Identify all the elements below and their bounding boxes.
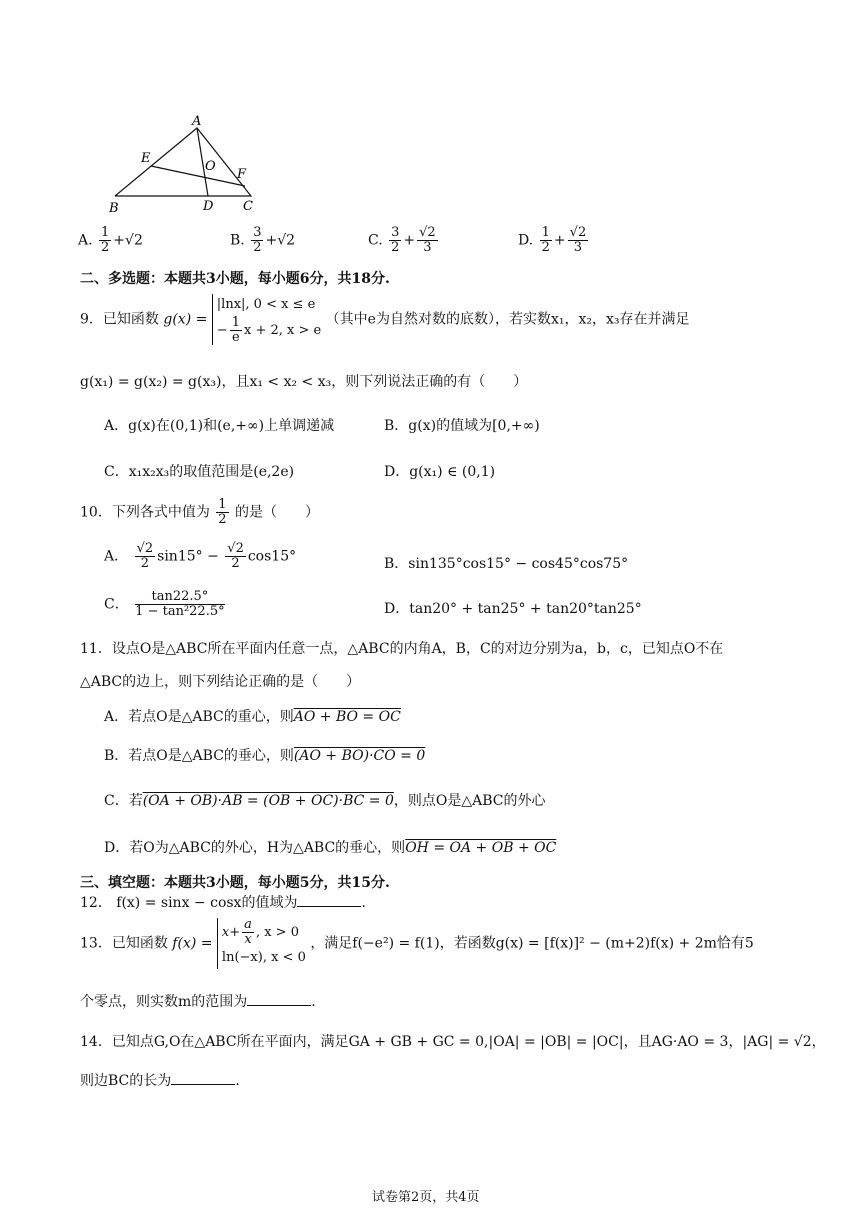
section-2-header: 二、多选题：本题共3小题，每小题6分，共18分. (80, 271, 390, 287)
q9-piecewise: |lnx|, 0 < x ≤ e − $\frac{1}{e}$ x + 2, x > e (212, 294, 321, 345)
q10-option-b: B．sin135°cos15° − cos45°cos75° (384, 556, 629, 572)
label-O: O (205, 159, 216, 174)
label-A: A (192, 114, 202, 129)
label-C: C (243, 199, 253, 214)
q10-stem: 10．下列各式中值为 $\frac{1}{2}$ 的是（ ） (80, 497, 320, 527)
q9-option-b: B．g(x)的值域为[0,+∞) (384, 418, 540, 434)
q12: 12． f(x) = sinx − cosx的值域为 . (80, 895, 366, 911)
q11-stem-line2: △ABC的边上，则下列结论正确的是（ ） (80, 674, 361, 690)
q13-piecewise: x+ $\frac{a}{x}$ , x > 0 ln(−x), x < 0 (217, 918, 306, 969)
q9-option-d: D．g(x₁) ∈ (0,1) (384, 464, 496, 480)
q8-option-a: A. $\frac{1}{2}$ +√2 (78, 225, 143, 255)
q10-option-c: C． $\frac{\tan 22.5^\circ}{\text{1 − tan²22.5°}}$ (104, 589, 225, 619)
label-F: F (237, 167, 247, 182)
q8-option-b: B. $\frac{3}{2}$ +√2 (230, 225, 296, 255)
q10-option-a: A． $\frac{√2}{2}$ sin15° − $\frac{√2}{2}$ cos15° (104, 541, 297, 571)
q9-option-a: A．g(x)在(0,1)和(e,+∞)上单调递减 (104, 418, 335, 434)
q11-option-d: D．若O为△ABC的外心，H为△ABC的垂心，则OH = OA + OB + OC (104, 840, 557, 856)
q10-option-d: D．tan20° + tan25° + tan20°tan25° (384, 601, 642, 617)
q11-option-c: C．若(OA + OB)·AB = (OB + OC)·BC = 0，则点O是△ABC的外心 (104, 793, 546, 809)
q13-answer-blank[interactable] (247, 993, 311, 1006)
q8-option-c: C. $\frac{3}{2}$ + $\frac{√2}{3}$ (368, 225, 436, 255)
q14-line2: 则边BC的长为 . (80, 1073, 240, 1089)
q12-answer-blank[interactable] (297, 894, 361, 907)
q9-stem: 9．已知函数 g(x) = |lnx|, 0 < x ≤ e − $\frac{1}{e}$ x + 2, x > e （其中e为自然对数的底数），若实数x₁，x₂，x₃存在并满足 (80, 294, 689, 345)
q9-condition: g(x₁) = g(x₂) = g(x₃)，且x₁ < x₂ < x₃，则下列说法正确的有（ ） (80, 374, 528, 390)
label-D: D (203, 199, 214, 214)
q11-option-b: B．若点O是△ABC的垂心，则(AO + BO)·CO = 0 (104, 748, 426, 764)
q14-line1: 14．已知点G,O在△ABC所在平面内，满足GA + GB + GC = 0,|OA| = |OB| = |OC|，且AG·AO = 3，|AG| = √2， (80, 1034, 826, 1050)
label-E: E (141, 151, 151, 166)
q11-option-a: A．若点O是△ABC的重心，则AO + BO = OC (104, 709, 401, 725)
q13-line2: 个零点，则实数m的范围为 . (80, 994, 316, 1010)
section-3-header: 三、填空题：本题共3小题，每小题5分，共15分. (80, 875, 390, 891)
q11-stem-line1: 11．设点O是△ABC所在平面内任意一点，△ABC的内角A，B，C的对边分别为a，b，c，已知点O不在 (80, 641, 724, 657)
q14-answer-blank[interactable] (171, 1072, 235, 1085)
q13-stem: 13．已知函数 f(x) = x+ $\frac{a}{x}$ , x > 0 ln(−x), x < 0 ，满足f(−e²) = f(1)，若函数g(x) = [f(x)]² − (m+2)f(x) + 2m恰有5 (80, 918, 754, 969)
label-B: B (109, 201, 119, 216)
page-footer: 试卷第2页，共4页 (372, 1190, 480, 1205)
q8-option-d: D. $\frac{1}{2}$ + $\frac{√2}{3}$ (518, 225, 587, 255)
q9-option-c: C．x₁x₂x₃的取值范围是(e,2e) (104, 464, 295, 480)
triangle-figure (105, 112, 275, 220)
